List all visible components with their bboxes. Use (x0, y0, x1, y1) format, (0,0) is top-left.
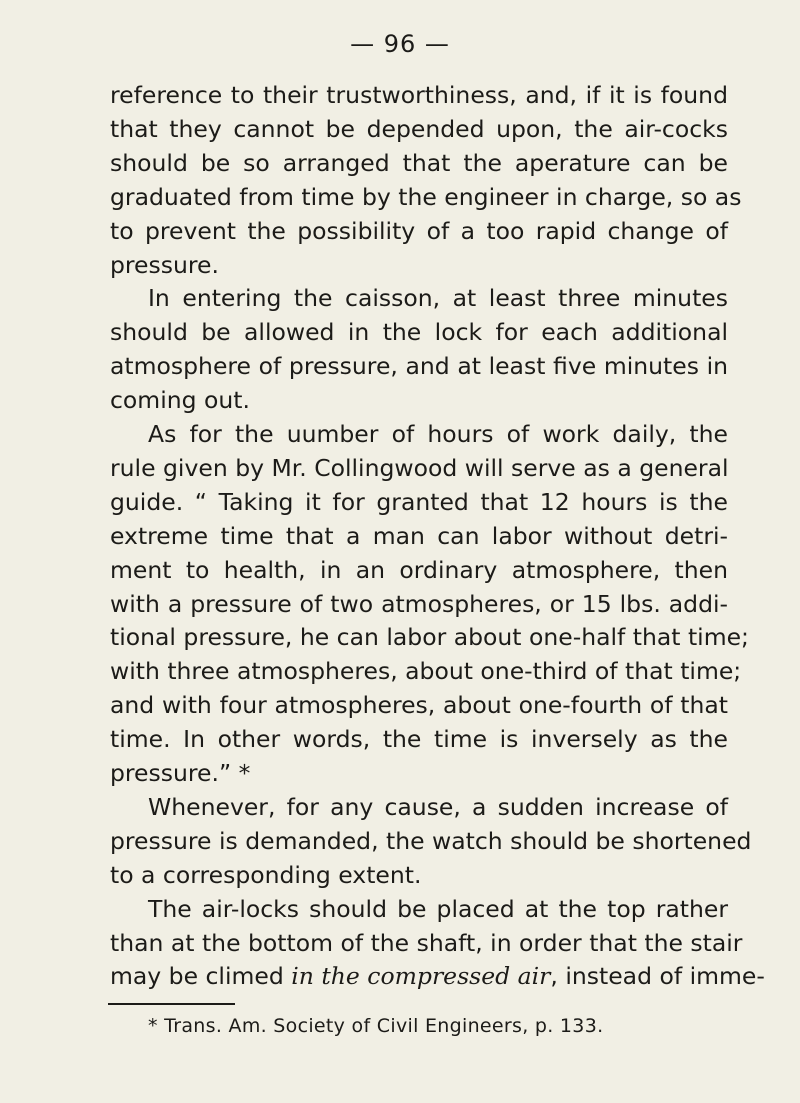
text-line: to prevent the possibility of a too rapid change of (110, 216, 728, 245)
text-segment: may be climed (110, 962, 292, 991)
text-line: pressure is demanded, the watch should be shortened (110, 826, 752, 855)
text-line: coming out. (110, 386, 250, 415)
paragraph-start-line: In entering the caisson, at least three minutes (148, 284, 728, 313)
text-line: and with four atmospheres, about one-fourth of that (110, 691, 728, 720)
text-line: should be so arranged that the aperature can be (110, 148, 728, 177)
paragraph-start-line: Whenever, for any cause, a sudden increase of (148, 792, 728, 821)
text-line: rule given by Mr. Collingwood will serve as a general (110, 453, 729, 482)
text-line: graduated from time by the engineer in charge, so as (110, 182, 742, 211)
footnote: * Trans. Am. Society of Civil Engineers, p. 133. (148, 1015, 604, 1038)
text-line: should be allowed in the lock for each additional (110, 318, 728, 347)
text-line: to a corresponding extent. (110, 860, 422, 889)
text-line: extreme time that a man can labor without detri- (110, 521, 728, 550)
text-line: than at the bottom of the shaft, in order that the stair (110, 928, 743, 957)
text-line: reference to their trustworthiness, and, if it is found (110, 81, 728, 109)
page-number: — 96 — (350, 30, 450, 58)
text-line: with a pressure of two atmospheres, or 15 lbs. addi- (110, 589, 728, 618)
text-line: ment to health, in an ordinary atmosphere, then (110, 555, 728, 584)
text-line: pressure. (110, 250, 219, 279)
text-line: that they cannot be depended upon, the air-cocks (110, 114, 728, 143)
text-segment: , instead of imme- (550, 962, 765, 991)
text-line: pressure.” * (110, 759, 251, 787)
text-line: tional pressure, he can labor about one-half that time; (110, 623, 749, 652)
paragraph-start-line: As for the uumber of hours of work daily, the (148, 420, 728, 448)
text-line: atmosphere of pressure, and at least five minutes in (110, 352, 728, 381)
italic-phrase: in the compressed air (291, 962, 551, 991)
text-line-with-italic (110, 961, 765, 991)
footnote-divider (108, 1003, 235, 1005)
text-line: time. In other words, the time is inversely as the (110, 725, 728, 754)
text-line: guide. “ Taking it for granted that 12 hours is the (110, 487, 728, 516)
paragraph-start-line: The air-locks should be placed at the top rather (148, 894, 728, 923)
text-line: with three atmospheres, about one-third of that time; (110, 657, 742, 686)
